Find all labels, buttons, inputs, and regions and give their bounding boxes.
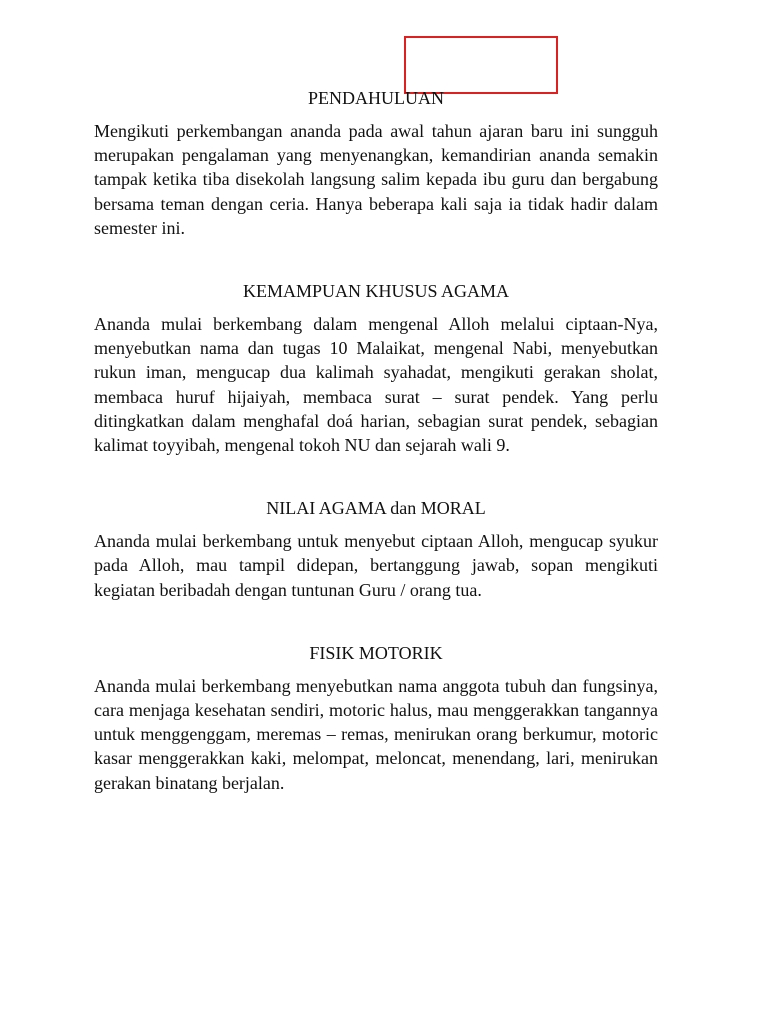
section-title: KEMAMPUAN KHUSUS AGAMA	[242, 281, 510, 302]
section-title: FISIK MOTORIK	[309, 642, 443, 663]
section-title: NILAI AGAMA dan MORAL	[266, 498, 486, 519]
section-pendahuluan	[94, 86, 658, 240]
section-fisik-motorik	[94, 641, 658, 795]
section-nilai-agama-moral	[94, 496, 658, 602]
section-paragraph: Mengikuti perkembangan ananda pada awal tahun ajaran baru ini sungguh merupakan pengalaman yang menyenangkan, kemandirian ananda semakin tampak ketika tiba disekolah langsung salim kepada ibu guru dan bergabung bersama teman dengan ceria. Hanya beberapa kali saja ia tidak hadir dalam semester ini.	[94, 121, 658, 238]
section-paragraph: Ananda mulai berkembang dalam mengenal Alloh melalui ciptaan-Nya, menyebutkan nama dan tugas 10 Malaikat, mengenal Nabi, menyebutkan rukun iman, mengucap dua kalimah syahadat, mengikuti gerakan sholat, membaca huruf hijaiyah, membaca surat – surat pendek. Yang perlu ditingkatkan dalam menghafal doá harian, sebagian surat pendek, sebagian kalimat toyyibah, mengenal tokoh NU dan sejarah wali 9.	[94, 314, 658, 456]
section-paragraph: Ananda mulai berkembang menyebutkan nama anggota tubuh dan fungsinya, cara menjaga kesehatan sendiri, motoric halus, mau menggerakkan tangannya untuk menggenggam, meremas – remas, menirukan orang berkumur, motoric kasar menggerakkan kaki, melompat, meloncat, menendang, lari, menirukan gerakan binatang berjalan.	[94, 675, 658, 793]
section-title: PENDAHULUAN	[308, 88, 444, 108]
document-page	[94, 86, 658, 795]
section-kemampuan-khusus-agama	[94, 279, 658, 457]
section-paragraph: Ananda mulai berkembang untuk menyebut ciptaan Alloh, mengucap syukur pada Alloh, mau tampil didepan, bertanggung jawab, sopan mengikuti kegiatan beribadah dengan tuntunan Guru / orang tua.	[94, 531, 658, 600]
